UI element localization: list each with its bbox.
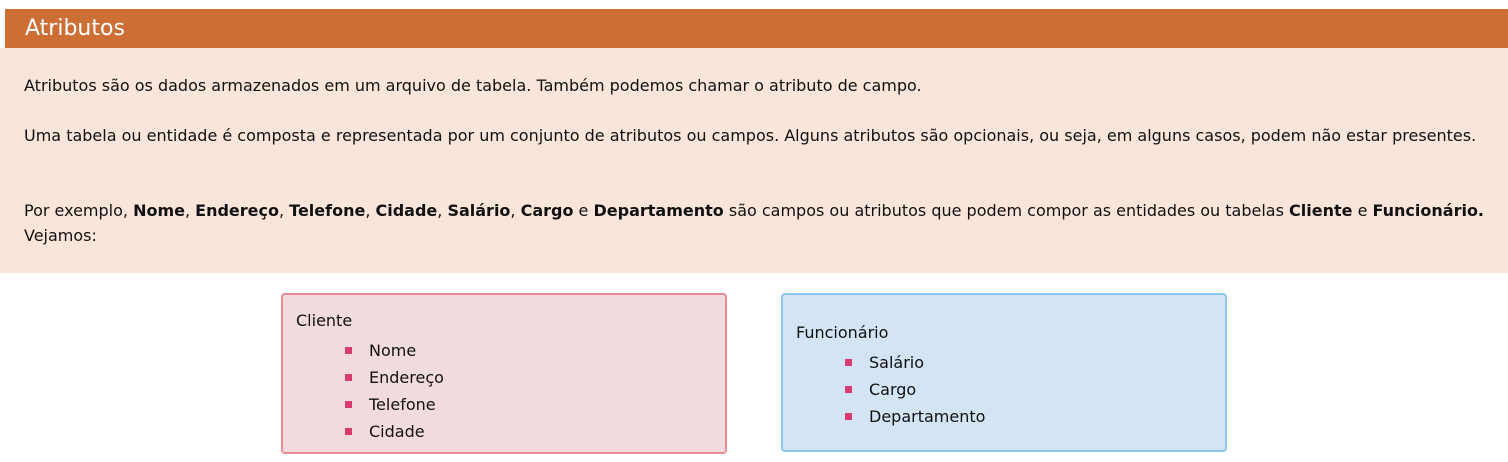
term-salario: Salário — [447, 201, 511, 220]
list-item: Telefone — [345, 391, 444, 418]
funcionario-attribute-list — [845, 349, 985, 430]
term-cliente: Cliente — [1289, 201, 1353, 220]
list-item: Endereço — [345, 364, 444, 391]
term-telefone: Telefone — [289, 201, 366, 220]
cliente-attribute-list — [345, 337, 444, 445]
section-title: Atributos — [25, 16, 125, 41]
intro-panel — [0, 48, 1508, 273]
section-header — [5, 9, 1508, 48]
intro-paragraph-2: Uma tabela ou entidade é composta e representada por um conjunto de atributos ou campos. Alguns atributos são opcionais, ou seja, em alguns casos, podem não estar presentes. — [24, 126, 1477, 145]
term-endereco: Endereço — [195, 201, 279, 220]
funcionario-title: Funcionário — [796, 323, 889, 342]
term-funcionario: Funcionário. — [1372, 201, 1485, 220]
term-nome: Nome — [133, 201, 185, 220]
intro-paragraph-3: Por exemplo, Nome, Endereço, Telefone, Cidade, Salário, Cargo e Departamento são campos ou atributos que podem compor as entidades ou tabelas Cliente e Funcionário. Vejamos: — [24, 201, 1485, 245]
square-bullet-icon — [345, 374, 352, 381]
term-cidade: Cidade — [375, 201, 438, 220]
square-bullet-icon — [345, 428, 352, 435]
square-bullet-icon — [845, 413, 852, 420]
list-item: Departamento — [845, 403, 985, 430]
funcionario-box — [781, 293, 1227, 452]
list-item: Cidade — [345, 418, 444, 445]
square-bullet-icon — [345, 347, 352, 354]
square-bullet-icon — [845, 359, 852, 366]
intro-paragraph-1: Atributos são os dados armazenados em um arquivo de tabela. Também podemos chamar o atributo de campo. — [24, 76, 922, 95]
term-departamento: Departamento — [593, 201, 724, 220]
list-item: Nome — [345, 337, 444, 364]
list-item: Cargo — [845, 376, 985, 403]
square-bullet-icon — [845, 386, 852, 393]
cliente-title: Cliente — [296, 311, 353, 330]
square-bullet-icon — [345, 401, 352, 408]
term-cargo: Cargo — [520, 201, 574, 220]
list-item: Salário — [845, 349, 985, 376]
cliente-box — [281, 293, 727, 454]
